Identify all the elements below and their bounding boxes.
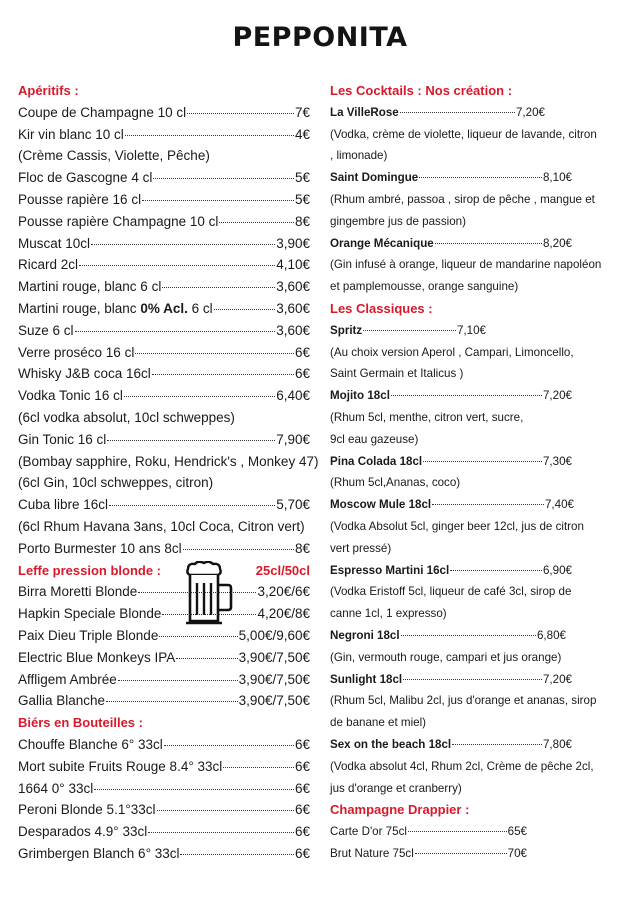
- item-name: Paix Dieu Triple Blonde: [18, 627, 159, 643]
- item-name: Porto Burmester 10 ans 8cl: [18, 540, 182, 556]
- item-price: 6€: [294, 824, 310, 840]
- section-heading-champagne: Champagne Drappier :: [330, 802, 470, 818]
- menu-item: [18, 320, 310, 342]
- menu-item: [18, 690, 310, 712]
- item-price: 8,10€: [542, 171, 572, 185]
- item-name: Grimbergen Blanch 6° 33cl: [18, 845, 180, 861]
- menu-item: [18, 211, 310, 233]
- section-heading-classiques: Les Classiques :: [330, 300, 433, 316]
- item-price: 7,20€: [542, 672, 572, 686]
- dot-leader: [403, 679, 542, 680]
- item-name: Suze 6 cl: [18, 322, 74, 338]
- item-description: , limonade): [330, 149, 388, 163]
- item-price: 6€: [294, 780, 310, 796]
- menu-item: [18, 756, 310, 778]
- menu-item: [330, 625, 566, 647]
- dot-leader: [415, 853, 507, 854]
- item-name: Hapkin Speciale Blonde: [18, 606, 162, 622]
- item-name-tail: 6 cl: [191, 300, 213, 316]
- menu-item: [18, 734, 310, 756]
- item-price: 4,20€/8€: [257, 606, 310, 622]
- item-description: 9cl eau gazeuse): [330, 432, 419, 446]
- dot-leader: [91, 244, 275, 245]
- item-name: Carte D'or 75cl: [330, 825, 407, 839]
- item-price: 7,90€: [276, 431, 310, 447]
- item-description: Saint Germain et Italicus ): [330, 367, 464, 381]
- menu-item: [18, 167, 310, 189]
- item-price: 5€: [294, 191, 310, 207]
- item-price: 4€: [294, 126, 310, 142]
- item-name: Spritz: [330, 323, 363, 337]
- item-description: (6cl vodka absolut, 10cl schweppes): [18, 409, 235, 425]
- item-name: Martini rouge, blanc 6 cl: [18, 279, 162, 295]
- menu-item: [18, 363, 310, 385]
- item-name: Birra Moretti Blonde: [18, 584, 138, 600]
- section-aperitifs: [18, 102, 319, 560]
- section-champagne: [330, 821, 606, 865]
- left-column: [18, 80, 319, 865]
- section-cocktails: [330, 102, 606, 298]
- item-price: 7,10€: [456, 323, 486, 337]
- section-heading-cocktails: Les Cocktails : Nos création :: [330, 83, 513, 98]
- item-description: (Vodka Eristoff 5cl, liqueur de café 3cl, sirop de: [330, 585, 572, 599]
- pression-sizes: 25cl/50cl: [255, 562, 310, 578]
- item-name: La VilleRose: [330, 105, 399, 119]
- item-description: (Gin, vermouth rouge, campari et jus orange): [330, 650, 562, 664]
- menu-item: [18, 647, 310, 669]
- item-name: Verre proséco 16 cl: [18, 344, 135, 360]
- menu-item: [330, 320, 486, 342]
- dot-leader: [124, 396, 275, 397]
- menu-item: [330, 167, 572, 189]
- menu-item: [330, 560, 572, 582]
- dot-leader: [94, 789, 294, 790]
- dot-leader: [401, 635, 536, 636]
- dot-leader: [164, 745, 294, 746]
- dot-leader: [125, 135, 294, 136]
- dot-leader: [162, 287, 275, 288]
- item-description: (Au choix version Aperol , Campari, Limoncello,: [330, 345, 574, 359]
- item-description: gingembre jus de passion): [330, 214, 466, 228]
- menu-item: [330, 669, 572, 691]
- item-name-bold: 0% Acl.: [140, 300, 188, 316]
- dot-leader: [432, 504, 544, 505]
- item-price: 6,80€: [536, 628, 566, 642]
- dot-leader: [363, 330, 456, 331]
- menu-item: [330, 385, 572, 407]
- item-price: 6€: [294, 802, 310, 818]
- item-description: (Vodka absolut 4cl, Rhum 2cl, Crème de pêche 2cl,: [330, 759, 594, 773]
- section-classiques: [330, 320, 606, 800]
- item-price: 5,00€/9,60€: [238, 627, 310, 643]
- item-description: (6cl Gin, 10cl schweppes, citron): [18, 475, 214, 491]
- item-name: Negroni 18cl: [330, 628, 400, 642]
- item-name: Gin Tonic 16 cl: [18, 431, 107, 447]
- pression-heading-label: Leffe pression blonde :: [18, 562, 162, 578]
- dot-leader: [79, 265, 275, 266]
- item-name: Gallia Blanche: [18, 693, 106, 709]
- dot-leader: [138, 592, 256, 593]
- dot-leader: [176, 658, 237, 659]
- item-price: 6€: [294, 366, 310, 382]
- menu-item: [18, 102, 310, 124]
- item-name: Pousse rapière 16 cl: [18, 191, 142, 207]
- dot-leader: [223, 767, 294, 768]
- item-description: de banane et miel): [330, 716, 427, 730]
- restaurant-title: PEPPONITA: [232, 22, 408, 53]
- dot-leader: [419, 177, 542, 178]
- section-bouteilles: [18, 734, 310, 865]
- item-description: vert pressé): [330, 541, 392, 555]
- item-name: Pousse rapière Champagne 10 cl: [18, 213, 219, 229]
- dot-leader: [435, 243, 542, 244]
- item-price: 70€: [507, 846, 527, 860]
- dot-leader: [400, 112, 515, 113]
- item-price: 3,90€: [276, 235, 310, 251]
- dot-leader: [450, 570, 542, 571]
- menu-item: [18, 342, 310, 364]
- item-description: jus d'orange et cranberry): [330, 781, 462, 795]
- dot-leader: [148, 832, 294, 833]
- item-price: 7,40€: [544, 498, 574, 512]
- dot-leader: [162, 614, 256, 615]
- item-price: 7,20€: [542, 389, 572, 403]
- item-price: 3,60€: [276, 322, 310, 338]
- dot-leader: [452, 744, 542, 745]
- item-description: (Crème Cassis, Violette, Pêche): [18, 148, 210, 164]
- menu-item: [330, 494, 574, 516]
- item-price: 8,20€: [542, 236, 572, 250]
- menu-item: [18, 538, 310, 560]
- right-column: [330, 80, 606, 865]
- dot-leader: [75, 331, 276, 332]
- item-price: 7€: [294, 104, 310, 120]
- section-heading-aperitifs: Apéritifs :: [18, 83, 79, 98]
- item-description: (Vodka, crème de violette, liqueur de lavande, citron: [330, 127, 597, 141]
- menu-item: [18, 843, 310, 865]
- item-name: Muscat 10cl: [18, 235, 91, 251]
- menu-item: [18, 821, 310, 843]
- dot-leader: [423, 461, 542, 462]
- item-name: Mort subite Fruits Rouge 8.4° 33cl: [18, 758, 223, 774]
- menu-item: [18, 603, 310, 625]
- dot-leader: [219, 222, 294, 223]
- item-name: Affligem Ambrée: [18, 671, 117, 687]
- menu-item: [18, 124, 310, 146]
- menu-item: [18, 429, 310, 451]
- item-name: Sunlight 18cl: [330, 672, 403, 686]
- menu-item: [18, 189, 310, 211]
- item-name: Chouffe Blanche 6° 33cl: [18, 736, 163, 752]
- item-name: Coupe de Champagne 10 cl: [18, 104, 187, 120]
- menu-item: [18, 799, 310, 821]
- item-name: Whisky J&B coca 16cl: [18, 366, 151, 382]
- menu-item: [18, 625, 310, 647]
- item-description: (Rhum ambré, passoa , sirop de pêche , mangue et: [330, 192, 595, 206]
- menu-item: [18, 778, 310, 800]
- dot-leader: [214, 309, 276, 310]
- menu-item: [18, 385, 310, 407]
- item-name: Floc de Gascogne 4 cl: [18, 170, 153, 186]
- dot-leader: [187, 113, 294, 114]
- item-name: Peroni Blonde 5.1°33cl: [18, 802, 156, 818]
- section-pression: [18, 581, 310, 712]
- item-description: (Vodka Absolut 5cl, ginger beer 12cl, jus de citron: [330, 519, 584, 533]
- item-price: 3,20€/6€: [257, 584, 310, 600]
- item-price: 6€: [294, 736, 310, 752]
- dot-leader: [180, 854, 293, 855]
- item-description: (6cl Rhum Havana 3ans, 10cl Coca, Citron vert): [18, 518, 305, 534]
- menu-item: [330, 102, 545, 124]
- item-name: Brut Nature 75cl: [330, 846, 414, 860]
- item-price: 4,10€: [276, 257, 310, 273]
- item-name: Pina Colada 18cl: [330, 454, 423, 468]
- menu-item: [330, 451, 572, 473]
- item-description: (Rhum 5cl, Malibu 2cl, jus d'orange et ananas, sirop: [330, 694, 597, 708]
- item-description: (Rhum 5cl,Ananas, coco): [330, 476, 461, 490]
- item-price: 6€: [294, 845, 310, 861]
- item-price: 6,40€: [276, 388, 310, 404]
- item-price: 3,90€/7,50€: [238, 649, 310, 665]
- dot-leader: [153, 178, 294, 179]
- section-heading-bouteilles: Biérs en Bouteilles :: [18, 715, 143, 731]
- item-price: 5€: [294, 170, 310, 186]
- item-price: 7,80€: [542, 737, 572, 751]
- item-name: Vodka Tonic 16 cl: [18, 388, 123, 404]
- item-price: 6€: [294, 344, 310, 360]
- item-price: 65€: [507, 825, 527, 839]
- item-description: (Gin infusé à orange, liqueur de mandarine napoléon: [330, 258, 602, 272]
- menu-item: [18, 233, 310, 255]
- menu-item: [330, 233, 572, 255]
- item-name: Moscow Mule 18cl: [330, 498, 432, 512]
- dot-leader: [109, 505, 275, 506]
- item-name: Mojito 18cl: [330, 389, 390, 403]
- menu-item: [18, 494, 310, 516]
- item-price: 7,30€: [542, 454, 572, 468]
- item-price: 5,70€: [276, 497, 310, 513]
- item-name: Ricard 2cl: [18, 257, 79, 273]
- menu-item: [18, 276, 310, 298]
- menu-item: [330, 843, 527, 865]
- item-price: 3,60€: [276, 300, 310, 316]
- dot-leader: [183, 549, 294, 550]
- dot-leader: [135, 353, 294, 354]
- item-description: (Rhum 5cl, menthe, citron vert, sucre,: [330, 410, 524, 424]
- item-name: Kir vin blanc 10 cl: [18, 126, 124, 142]
- item-name: 1664 0° 33cl: [18, 780, 94, 796]
- item-name: Saint Domingue: [330, 171, 419, 185]
- menu-item: [18, 669, 310, 691]
- item-price: 3,90€/7,50€: [238, 671, 310, 687]
- item-description: (Bombay sapphire, Roku, Hendrick's , Monkey 47): [18, 453, 319, 469]
- item-name: Desparados 4.9° 33cl: [18, 824, 148, 840]
- menu-item: [330, 734, 572, 756]
- dot-leader: [391, 395, 542, 396]
- item-price: 8€: [294, 213, 310, 229]
- dot-leader: [142, 200, 294, 201]
- menu-item: [18, 254, 310, 276]
- menu-item: [18, 581, 310, 603]
- item-name: Martini rouge, blanc: [18, 300, 137, 316]
- item-price: 7,20€: [515, 105, 545, 119]
- item-description: et pamplemousse, orange sanguine): [330, 280, 519, 294]
- dot-leader: [408, 831, 507, 832]
- item-name: Espresso Martini 16cl: [330, 563, 450, 577]
- item-description: canne 1cl, 1 expresso): [330, 607, 447, 621]
- dot-leader: [157, 810, 294, 811]
- item-name: Sex on the beach 18cl: [330, 737, 452, 751]
- menu-item: [330, 821, 527, 843]
- beer-mug-icon: [178, 561, 234, 632]
- item-name: Orange Mécanique: [330, 236, 434, 250]
- section-heading-pression: [18, 560, 310, 582]
- dot-leader: [106, 701, 238, 702]
- item-price: 6€: [294, 758, 310, 774]
- dot-leader: [152, 374, 294, 375]
- dot-leader: [107, 440, 275, 441]
- dot-leader: [118, 680, 238, 681]
- dot-leader: [159, 636, 237, 637]
- item-name: Cuba libre 16cl: [18, 497, 109, 513]
- item-price: 3,60€: [276, 279, 310, 295]
- item-price: 3,90€/7,50€: [238, 693, 310, 709]
- item-price: 8€: [294, 540, 310, 556]
- menu-item: [18, 298, 310, 320]
- item-name: Electric Blue Monkeys IPA: [18, 649, 176, 665]
- item-price: 6,90€: [542, 563, 572, 577]
